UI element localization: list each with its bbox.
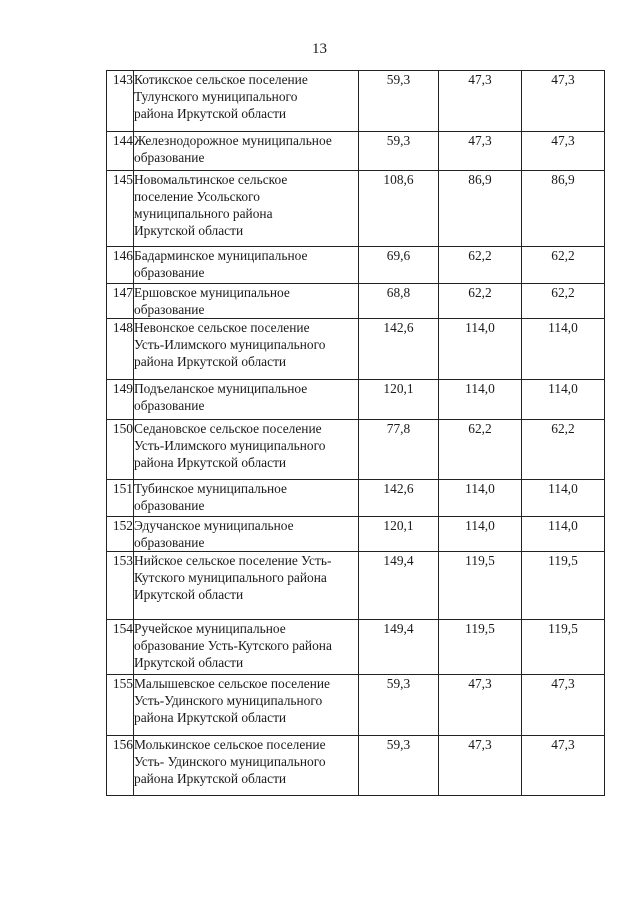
- table-row: [107, 71, 605, 132]
- table-row: [107, 132, 605, 171]
- value-cell-1: 120,1: [359, 380, 439, 420]
- municipalities-table: [106, 70, 605, 796]
- value-cell-1: 77,8: [359, 420, 439, 480]
- table-row: [107, 284, 605, 319]
- municipality-name-line: образование: [134, 150, 205, 165]
- value-cell-3: 47,3: [522, 736, 605, 796]
- value-cell-1: 149,4: [359, 620, 439, 675]
- value-cell-2: 119,5: [439, 620, 522, 675]
- table-row: [107, 380, 605, 420]
- value-cell-1: 120,1: [359, 517, 439, 552]
- municipality-name: [134, 517, 359, 552]
- value-cell-1: 59,3: [359, 675, 439, 736]
- municipality-name-line: Ершовское муниципальное: [134, 285, 290, 300]
- value-cell-1: 108,6: [359, 171, 439, 247]
- row-number: 143: [107, 71, 134, 132]
- value-cell-2: 114,0: [439, 380, 522, 420]
- value-cell-3: 86,9: [522, 171, 605, 247]
- value-cell-3: 62,2: [522, 247, 605, 284]
- value-cell-2: 86,9: [439, 171, 522, 247]
- table-row: [107, 247, 605, 284]
- value-cell-1: 59,3: [359, 71, 439, 132]
- value-cell-3: 47,3: [522, 71, 605, 132]
- value-cell-2: 114,0: [439, 517, 522, 552]
- row-number: 155: [107, 675, 134, 736]
- table-body: [107, 71, 605, 796]
- row-number: 154: [107, 620, 134, 675]
- municipality-name-line: поселение Усольского: [134, 189, 260, 204]
- municipality-name-line: Подъеланское муниципальное: [134, 381, 308, 396]
- row-number: 153: [107, 552, 134, 620]
- municipality-name: [134, 736, 359, 796]
- value-cell-1: 142,6: [359, 319, 439, 380]
- value-cell-1: 68,8: [359, 284, 439, 319]
- value-cell-3: 114,0: [522, 380, 605, 420]
- municipality-name-line: Иркутской области: [134, 223, 244, 238]
- table-row: [107, 675, 605, 736]
- municipality-name: [134, 675, 359, 736]
- municipality-name: [134, 620, 359, 675]
- value-cell-3: 62,2: [522, 284, 605, 319]
- municipality-name-line: района Иркутской области: [134, 771, 287, 786]
- municipality-name: [134, 420, 359, 480]
- value-cell-3: 47,3: [522, 675, 605, 736]
- value-cell-2: 62,2: [439, 247, 522, 284]
- row-number: 156: [107, 736, 134, 796]
- municipality-name: [134, 319, 359, 380]
- municipality-name-line: Тубинское муниципальное: [134, 481, 287, 496]
- municipality-name-line: Железнодорожное муниципальное: [134, 133, 332, 148]
- value-cell-2: 119,5: [439, 552, 522, 620]
- municipality-name-line: Тулунского муниципального: [134, 89, 298, 104]
- value-cell-3: 119,5: [522, 620, 605, 675]
- row-number: 150: [107, 420, 134, 480]
- row-number: 148: [107, 319, 134, 380]
- value-cell-3: 47,3: [522, 132, 605, 171]
- municipality-name-line: Малышевское сельское поселение: [134, 676, 330, 691]
- municipality-name-line: образование: [134, 498, 205, 513]
- row-number: 149: [107, 380, 134, 420]
- municipality-name-line: муниципального района: [134, 206, 273, 221]
- value-cell-3: 62,2: [522, 420, 605, 480]
- table-row: [107, 552, 605, 620]
- municipality-name-line: района Иркутской области: [134, 354, 287, 369]
- municipality-name-line: Усть-Удинского муниципального: [134, 693, 323, 708]
- municipality-name: [134, 480, 359, 517]
- row-number: 147: [107, 284, 134, 319]
- value-cell-3: 114,0: [522, 319, 605, 380]
- row-number: 145: [107, 171, 134, 247]
- table-row: [107, 171, 605, 247]
- value-cell-1: 59,3: [359, 736, 439, 796]
- municipality-name-line: Иркутской области: [134, 587, 244, 602]
- value-cell-2: 47,3: [439, 132, 522, 171]
- value-cell-1: 149,4: [359, 552, 439, 620]
- municipality-name-line: образование: [134, 398, 205, 413]
- row-number: 152: [107, 517, 134, 552]
- municipality-name-line: района Иркутской области: [134, 106, 287, 121]
- value-cell-2: 114,0: [439, 480, 522, 517]
- table-row: [107, 517, 605, 552]
- value-cell-2: 47,3: [439, 675, 522, 736]
- value-cell-1: 69,6: [359, 247, 439, 284]
- table-row: [107, 480, 605, 517]
- municipality-name-line: района Иркутской области: [134, 710, 287, 725]
- value-cell-1: 142,6: [359, 480, 439, 517]
- municipality-name-line: Усть-Илимского муниципального: [134, 438, 326, 453]
- municipality-name-line: образование: [134, 302, 205, 317]
- municipality-name-line: образование: [134, 265, 205, 280]
- municipality-name-line: образование Усть-Кутского района: [134, 638, 332, 653]
- municipality-name: [134, 247, 359, 284]
- value-cell-3: 119,5: [522, 552, 605, 620]
- municipality-name-line: Бадарминское муниципальное: [134, 248, 308, 263]
- municipality-name: [134, 71, 359, 132]
- value-cell-2: 47,3: [439, 736, 522, 796]
- municipality-name: [134, 132, 359, 171]
- municipality-name-line: Седановское сельское поселение: [134, 421, 322, 436]
- municipality-name-line: Иркутской области: [134, 655, 244, 670]
- value-cell-2: 62,2: [439, 284, 522, 319]
- table-row: [107, 420, 605, 480]
- municipality-name-line: Эдучанское муниципальное: [134, 518, 294, 533]
- municipality-name: [134, 380, 359, 420]
- row-number: 146: [107, 247, 134, 284]
- value-cell-1: 59,3: [359, 132, 439, 171]
- page-number: 13: [312, 41, 327, 57]
- table-row: [107, 620, 605, 675]
- table-row: [107, 319, 605, 380]
- municipality-name-line: Новомальтинское сельское: [134, 172, 288, 187]
- municipality-name-line: района Иркутской области: [134, 455, 287, 470]
- municipality-name-line: Невонское сельское поселение: [134, 320, 310, 335]
- municipality-name-line: Усть- Удинского муниципального: [134, 754, 326, 769]
- municipality-name: [134, 171, 359, 247]
- municipality-name-line: Ручейское муниципальное: [134, 621, 286, 636]
- value-cell-2: 47,3: [439, 71, 522, 132]
- municipality-name: [134, 284, 359, 319]
- municipality-name-line: Усть-Илимского муниципального: [134, 337, 326, 352]
- value-cell-3: 114,0: [522, 517, 605, 552]
- value-cell-2: 62,2: [439, 420, 522, 480]
- row-number: 144: [107, 132, 134, 171]
- municipality-name: [134, 552, 359, 620]
- municipality-name-line: Кутского муниципального района: [134, 570, 327, 585]
- table-row: [107, 736, 605, 796]
- value-cell-2: 114,0: [439, 319, 522, 380]
- municipality-name-line: Нийское сельское поселение Усть-: [134, 553, 332, 568]
- municipality-name-line: Молькинское сельское поселение: [134, 737, 326, 752]
- municipality-name-line: Котикское сельское поселение: [134, 72, 308, 87]
- value-cell-3: 114,0: [522, 480, 605, 517]
- row-number: 151: [107, 480, 134, 517]
- municipality-name-line: образование: [134, 535, 205, 550]
